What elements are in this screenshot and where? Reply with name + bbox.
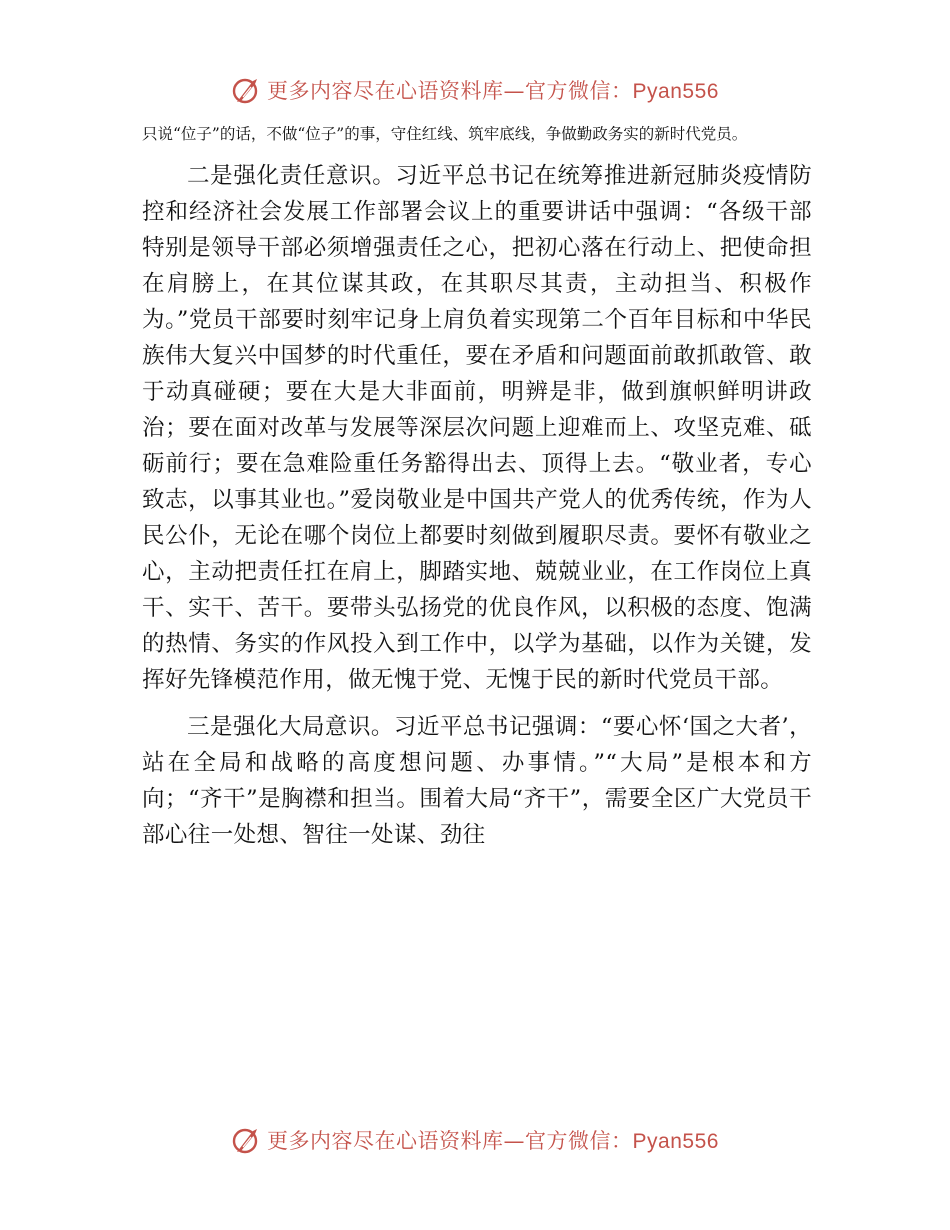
header-banner-text (267, 75, 719, 105)
banner-account: Pyan556 (632, 1130, 719, 1153)
footer-banner (0, 1120, 950, 1160)
banner-suffix: 官方微信： (525, 1129, 633, 1153)
document-body (142, 120, 812, 853)
banner-separator: — (503, 79, 526, 103)
paragraph-overall-situation: 三是强化大局意识。习近平总书记强调：“要心怀‘国之大者’，站在全局和战略的高度想问题、办事情。”“大局”是根本和方向；“齐干”是胸襟和担当。围着大局“齐干”，需要全区广大党员干部心往一处想、智往一处谋、劲往 (142, 714, 812, 848)
banner-separator: — (503, 1129, 526, 1153)
continued-paragraph: 只说“位子”的话，不做“位子”的事，守住红线、筑牢底线，争做勤政务实的新时代党员。 (142, 125, 748, 143)
banner-slogan: 更多内容尽在心语资料库 (267, 1129, 504, 1153)
quill-circle-logo-icon (231, 75, 261, 105)
quill-circle-logo-icon (231, 1125, 261, 1155)
header-banner (0, 70, 950, 110)
footer-banner-text (267, 1125, 719, 1155)
banner-slogan: 更多内容尽在心语资料库 (267, 79, 504, 103)
banner-account: Pyan556 (632, 80, 719, 103)
paragraph-responsibility: 二是强化责任意识。习近平总书记在统筹推进新冠肺炎疫情防控和经济社会发展工作部署会议上的重要讲话中强调：“各级干部特别是领导干部必须增强责任之心，把初心落在行动上、把使命担在肩膀上，在其位谋其政，在其职尽其责，主动担当、积极作为。”党员干部要时刻牢记身上肩负着实现第二个百年目标和中华民族伟大复兴中国梦的时代重任，要在矛盾和问题面前敢抓敢管、敢于动真碰硬；要在大是大非面前，明辨是非，做到旗帜鲜明讲政治；要在面对改革与发展等深层次问题上迎难而上、攻坚克难、砥砺前行；要在急难险重任务豁得出去、顶得上去。“敬业者，专心致志，以事其业也。”爱岗敬业是中国共产党人的优秀传统，作为人民公仆，无论在哪个岗位上都要时刻做到履职尽责。要怀有敬业之心，主动把责任扛在肩上，脚踏实地、兢兢业业，在工作岗位上真干、实干、苦干。要带头弘扬党的优良作风，以积极的态度、饱满的热情、务实的作风投入到工作中，以学为基础，以作为关键，发挥好先锋模范作用，做无愧于党、无愧于民的新时代党员干部。 (142, 163, 812, 693)
banner-suffix: 官方微信： (525, 79, 633, 103)
